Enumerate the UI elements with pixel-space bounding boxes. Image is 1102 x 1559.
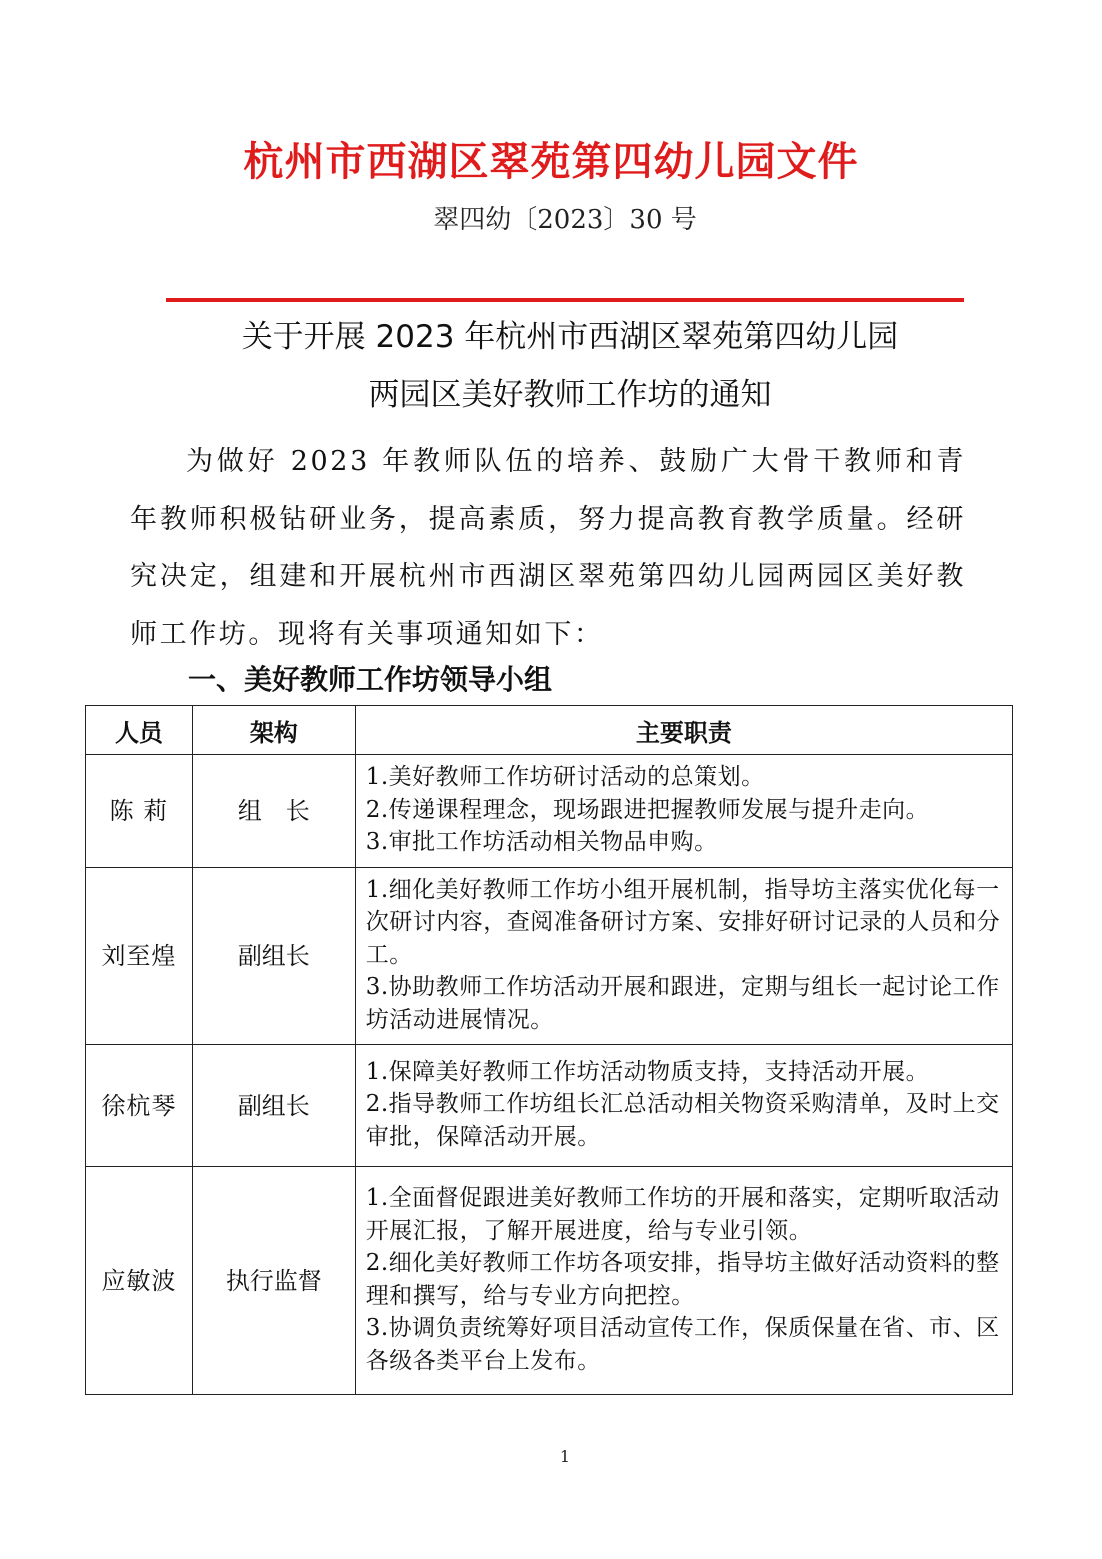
section-heading: 一、美好教师工作坊领导小组: [188, 663, 553, 696]
person-role: 执行监督: [192, 1167, 355, 1395]
duties-cell: [355, 755, 1012, 868]
table-row: [86, 1045, 1013, 1167]
duty-item: 3.协调负责统筹好项目活动宣传工作，保质保量在省、市、区各级各类平台上发布。: [365, 1315, 1000, 1374]
column-header-role: 架构: [192, 706, 355, 755]
duty-item: 2.指导教师工作坊组长汇总活动相关物资采购清单，及时上交审批，保障活动开展。: [365, 1091, 1000, 1150]
table-header-row: [86, 706, 1013, 755]
duty-item: 1.全面督促跟进美好教师工作坊的开展和落实，定期听取活动开展汇报，了解开展进度，给与专业引领。: [365, 1185, 1000, 1244]
person-role: 副组长: [192, 1045, 355, 1167]
duty-item: 1.细化美好教师工作坊小组开展机制，指导坊主落实优化每一次研讨内容，查阅准备研讨方案、安排好研讨记录的人员和分工。: [365, 876, 1001, 968]
leadership-table: [85, 705, 1013, 1395]
intro-paragraph: 为做好 2023 年教师队伍的培养、鼓励广大骨干教师和青年教师积极钻研业务，提高素质，努力提高教育教学质量。经研究决定，组建和开展杭州市西湖区翠苑第四幼儿园两园区美好教师工作坊。现将有关事项通知如下：: [130, 446, 966, 650]
document-header-title: 杭州市西湖区翠苑第四幼儿园文件: [243, 138, 859, 185]
person-name: 刘至煌: [86, 867, 193, 1045]
document-number: 翠四幼〔2023〕30 号: [433, 205, 697, 235]
duty-item: 2.传递课程理念，现场跟进把握教师发展与提升走向。: [365, 796, 930, 823]
duties-cell: [355, 1045, 1012, 1167]
notice-title-line-1: 关于开展 2023 年杭州市西湖区翠苑第四幼儿园: [241, 319, 899, 355]
header-red-rule: [166, 298, 964, 302]
duties-cell: [355, 867, 1012, 1045]
person-name: 应敏波: [86, 1167, 193, 1395]
notice-title-line-2: 两园区美好教师工作坊的通知: [368, 377, 772, 413]
duty-item: 2.细化美好教师工作坊各项安排，指导坊主做好活动资料的整理和撰写，给与专业方向把控。: [365, 1250, 1000, 1309]
duty-item: 3.协助教师工作坊活动开展和跟进，定期与组长一起讨论工作坊活动进展情况。: [365, 974, 1000, 1033]
table-row: [86, 1167, 1013, 1395]
duties-cell: [355, 1167, 1012, 1395]
duty-item: 1.美好教师工作坊研讨活动的总策划。: [365, 764, 765, 790]
duty-item: 1.保障美好教师工作坊活动物质支持，支持活动开展。: [365, 1058, 930, 1085]
person-name: 陈 莉: [86, 755, 193, 868]
table-row: [86, 755, 1013, 868]
duty-item: 3.审批工作坊活动相关物品申购。: [365, 829, 718, 855]
column-header-person: 人员: [86, 706, 193, 755]
column-header-duties: 主要职责: [355, 706, 1012, 755]
person-name: 徐杭琴: [86, 1045, 193, 1167]
person-role: 组 长: [192, 755, 355, 868]
table-row: [86, 867, 1013, 1045]
person-role: 副组长: [192, 867, 355, 1045]
page-number: 1: [559, 1447, 571, 1466]
